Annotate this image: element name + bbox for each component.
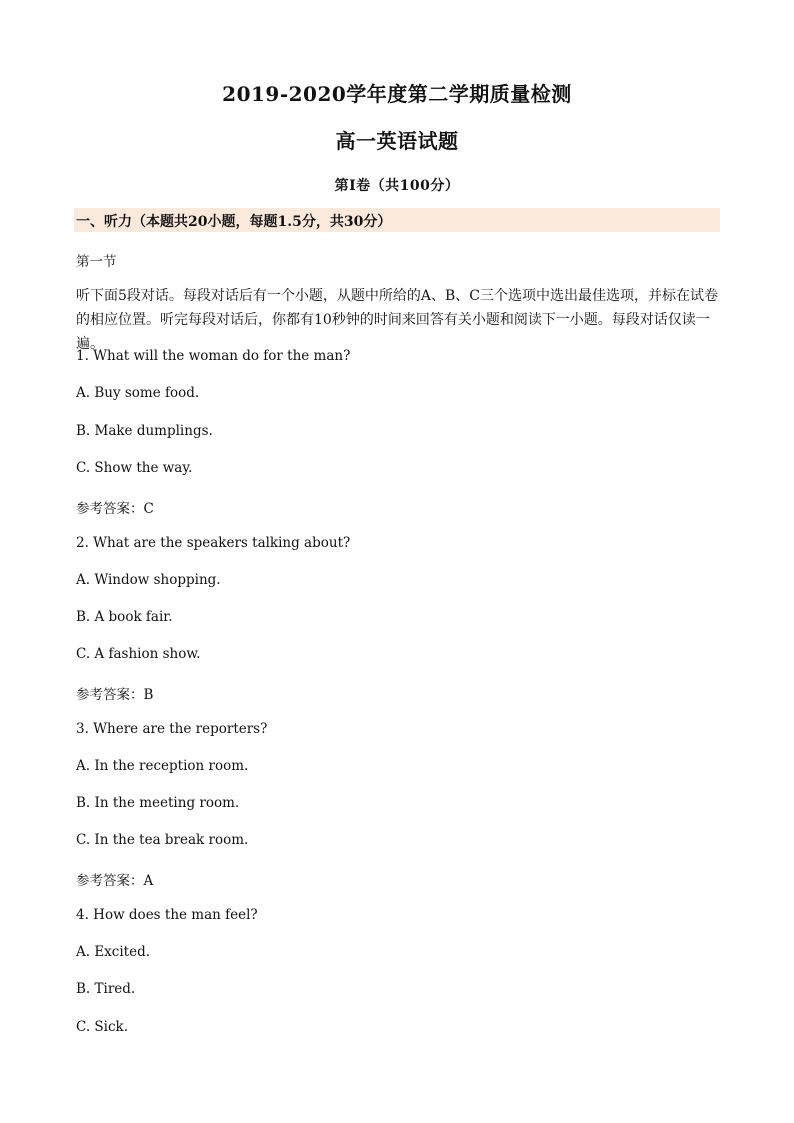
option-c: C. A fashion show. [76, 646, 201, 662]
section-heading-band [74, 208, 720, 232]
option-b: B. A book fair. [76, 609, 173, 625]
option-c: C. Sick. [76, 1019, 129, 1035]
exam-title: 2019-2020学年度第二学期质量检测 [222, 82, 572, 106]
option-b: B. Tired. [76, 981, 136, 997]
option-c: C. Show the way. [76, 460, 193, 476]
volume-label: 第I卷（共100分） [334, 178, 460, 194]
question-stem: 4. How does the man feel? [76, 907, 258, 923]
option-b: B. In the meeting room. [76, 795, 240, 811]
reference-answer: 参考答案：C [76, 501, 154, 517]
section-heading: 一、听力（本题共20小题，每题1.5分，共30分） [76, 214, 392, 230]
part-label: 第一节 [76, 254, 117, 270]
question-stem: 2. What are the speakers talking about? [76, 535, 351, 551]
reference-answer: 参考答案：B [76, 687, 154, 703]
exam-subtitle: 高一英语试题 [335, 129, 459, 153]
option-b: B. Make dumplings. [76, 423, 213, 439]
option-a: A. Excited. [76, 944, 151, 960]
option-c: C. In the tea break room. [76, 832, 249, 848]
option-a: A. In the reception room. [76, 758, 249, 774]
reference-answer: 参考答案：A [76, 873, 154, 889]
instructions-text: 听下面5段对话。每段对话后有一个小题，从题中所给的A、B、C三个选项中选出最佳选项，并标在试卷的相应位置。听完每段对话后，你都有10秒钟的时间来回答有关小题和阅读下一小题。每段对话仅读一遍。 [76, 288, 719, 352]
question-stem: 3. Where are the reporters? [76, 721, 268, 737]
question-stem: 1. What will the woman do for the man? [76, 348, 351, 364]
option-a: A. Buy some food. [76, 385, 200, 401]
option-a: A. Window shopping. [76, 572, 221, 588]
